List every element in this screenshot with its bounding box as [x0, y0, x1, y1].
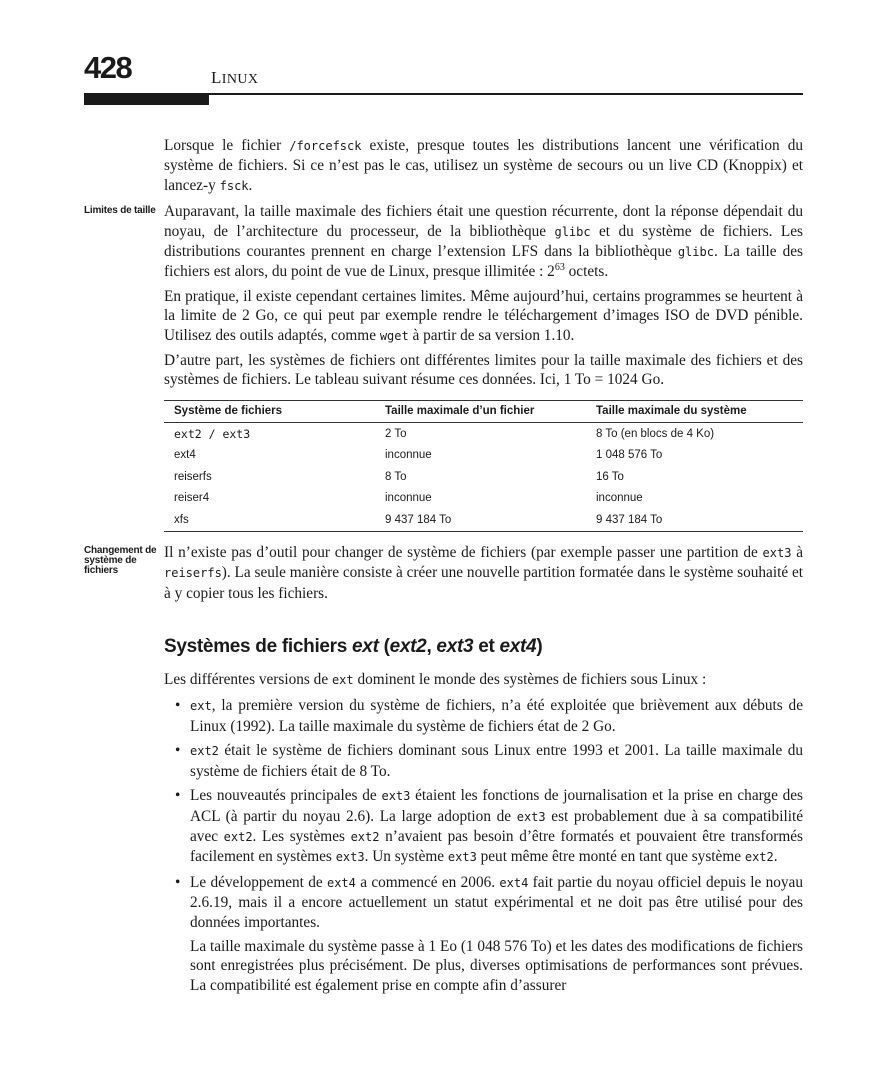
page-body: [84, 136, 804, 995]
intro-paragraph: Lorsque le fichier /forcefsck existe, presque toutes les distributions lancent une vérification du système de fichiers. Si ce n’est pas le cas, utilisez un système de secours ou un live CD (Knoppix) et lancez-y fsck.: [164, 137, 803, 194]
table-cell: 2 To: [385, 427, 407, 440]
table-cell: reiserfs: [174, 470, 212, 483]
table-cell: 8 To: [385, 470, 407, 483]
list-item: • ext2 était le système de fichiers dominant sous Linux entre 1993 et 2001. La taille maximale du système de fichiers était de 8 To.: [175, 742, 803, 780]
margin-note-limits: Limites de taille: [84, 205, 156, 217]
limits-paragraph-1: Auparavant, la taille maximale des fichiers était une question récurrente, dont la réponse dépendait du noyau, de l’architecture du processeur, de la bibliothèque glibc et du système de fichiers. Les distributions courantes prennent en charge l’extension LFS dans la bibliothèque glibc. La taille des fichiers est alors, du point de vue de Linux, presque illimitée : $2^{63}$ octets.: [164, 203, 803, 281]
table-row: [164, 466, 803, 488]
bullet-icon: •: [175, 873, 181, 891]
table-cell: reiser4: [174, 492, 210, 505]
table-header-cell: Taille maximale du système: [586, 400, 803, 422]
running-head-rest: INUX: [221, 72, 259, 87]
inline-code: /forcefsck: [289, 139, 362, 153]
list-item-continuation: La taille maximale du système passe à 1 Eo (1 048 576 To) et les dates des modifications de fichiers sont enregistrées plus précisément. De plus, diverses optimisations de performances sont prévues. La compatibilité est également prise en compte afin d’assurer: [190, 937, 803, 994]
table-cell: 9 437 184 To: [596, 514, 663, 527]
page-number: 428: [84, 50, 132, 85]
page-header: [0, 0, 885, 110]
change-fs-section: [84, 543, 803, 603]
section-intro: Les différentes versions de ext dominent le monde des systèmes de fichiers sous Linux :: [164, 671, 707, 689]
bullet-icon: •: [175, 697, 181, 715]
inline-code: fsck: [219, 178, 249, 193]
header-rule-tab: [84, 93, 209, 105]
table-row: [164, 509, 803, 531]
running-head: [211, 69, 258, 87]
table-cell: xfs: [174, 514, 189, 527]
table-cell: 8 To (en blocs de 4 Ko): [596, 427, 715, 440]
change-paragraph: Il n’existe pas d’outil pour changer de système de fichiers (par exemple passer une partition de ext3 à reiserfs). La seule manière consiste à créer une nouvelle partition formatée dans le système souhaité et à y copier tous les fichiers.: [164, 543, 803, 602]
running-head-initial: L: [211, 68, 222, 87]
table-cell: 1 048 576 To: [596, 449, 663, 462]
table-cell: 16 To: [596, 470, 624, 483]
bullet-icon: •: [175, 742, 181, 760]
limits-paragraph-2: En pratique, il existe cependant certaines limites. Même aujourd’hui, certains programmes se heurtent à la limite de 2 Go, ce qui peut par exemple rendre le téléchargement d’images ISO de DVD pénible. Utilisez des outils adaptés, comme wget à partir de sa version 1.10.: [164, 287, 803, 344]
table-header-cell: Taille maximale d’un fichier: [375, 400, 586, 422]
table-cell: 9 437 184 To: [385, 514, 452, 527]
table-row: [164, 444, 803, 466]
table-cell: inconnue: [385, 449, 432, 462]
limits-section: [84, 202, 803, 390]
table-cell: inconnue: [385, 492, 432, 505]
table-row: [164, 422, 803, 444]
margin-note-change: Changement de système de fichiers: [84, 544, 157, 576]
table-header-cell: Système de fichiers: [164, 400, 375, 422]
table-cell: ext4: [174, 449, 196, 462]
ext-versions-list: [164, 696, 803, 995]
table-cell: inconnue: [596, 492, 643, 505]
superscript: 63: [554, 262, 565, 274]
list-item: • ext, la première version du système de fichiers, n’a été exploitée que brièvement aux débuts de Linux (1992). La taille maximale du système de fichiers état de 2 Go.: [175, 697, 803, 735]
table-row: [164, 488, 803, 510]
bullet-icon: •: [175, 787, 181, 805]
filesystem-limits-table: [164, 400, 803, 532]
list-item: • Le développement de ext4 a commencé en 2006. ext4 fait partie du noyau officiel depuis le noyau 2.6.19, mais il a encore actuellement un statut expérimental et ne doit pas être utilisé pour des données importantes. La taille maximale du système passe à 1 Eo (1 048 576 To) et les dates des modifications de fichiers sont enregistrées plus précisément. De plus, diverses optimisations de performances sont prévues. La compatibilité est également prise en compte afin d’assurer: [175, 873, 803, 994]
section-heading: Systèmes de fichiers ext (ext2, ext3 et ext4): [164, 636, 543, 658]
limits-paragraph-3: D’autre part, les systèmes de fichiers ont différentes limites pour la taille maximale des fichiers et des systèmes de fichiers. Le tableau suivant résume ces données. Ici, 1 To = 1024 Go.: [164, 352, 803, 389]
table-cell: ext2 / ext3: [174, 426, 251, 441]
list-item: • Les nouveautés principales de ext3 étaient les fonctions de journalisation et la prise en charge des ACL (à partir du noyau 2.6). La large adoption de ext3 est probablement due à sa compatibilité avec ext2. Les systèmes ext2 n’avaient pas besoin d’être formatés et pouvaient être transformés facilement en systèmes ext3. Un système ext3 peut même être monté en tant que système ext2.: [175, 787, 804, 866]
table-header-row: [164, 400, 803, 422]
